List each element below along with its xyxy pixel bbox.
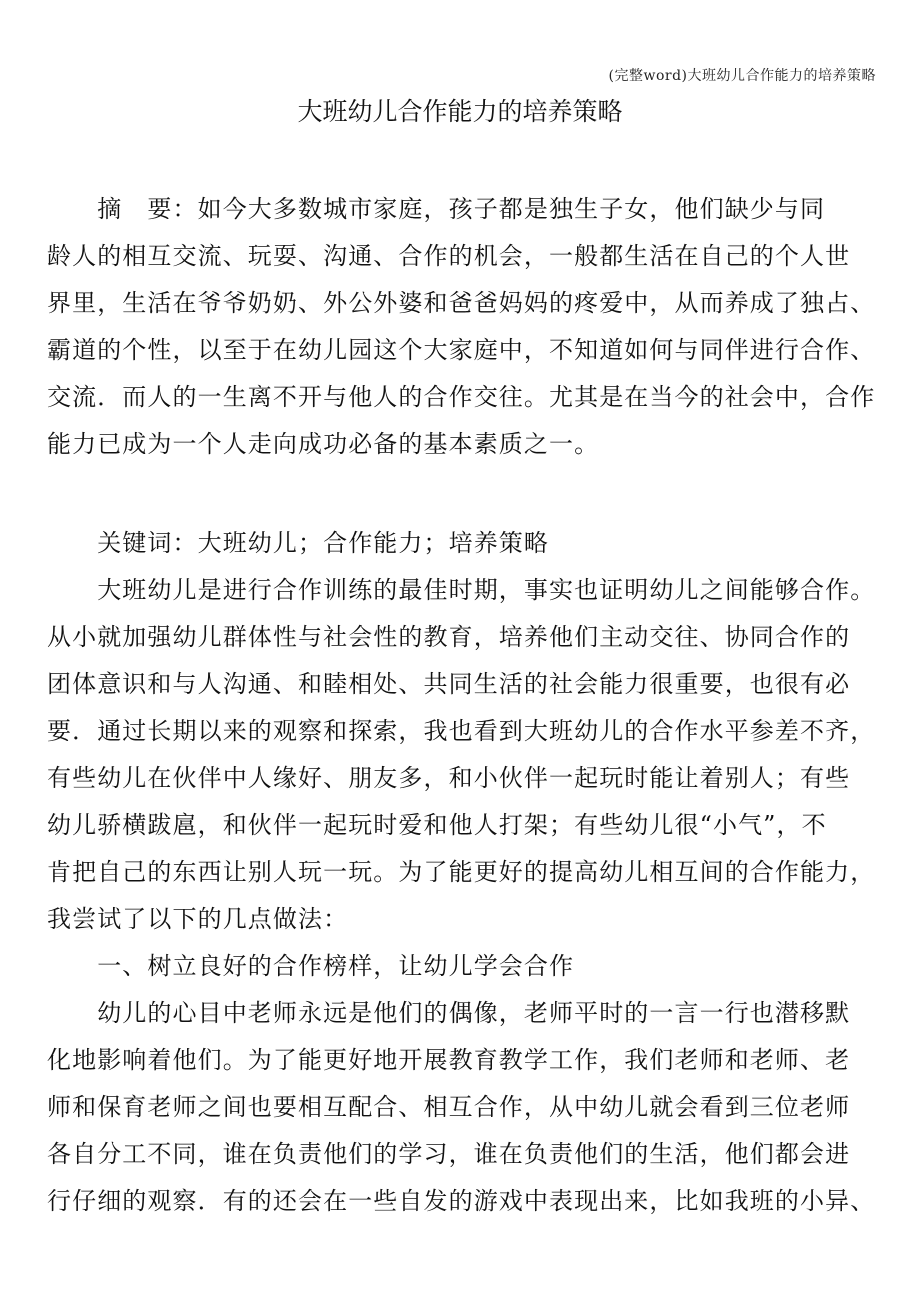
abstract-line: 交流．而人的一生离不开与他人的合作交往。尤其是在当今的社会中，合作 — [47, 383, 876, 411]
document-title: 大班幼儿合作能力的培养策略 — [297, 97, 623, 126]
body-line: 要．通过长期以来的观察和探索，我也看到大班幼儿的合作水平参差不齐， — [47, 717, 876, 745]
abstract-line: 界里，生活在爷爷奶奶、外公外婆和爸爸妈妈的疼爱中，从而养成了独占、 — [47, 289, 876, 317]
running-header: (完整word)大班幼儿合作能力的培养策略 — [608, 68, 876, 84]
abstract-line: 龄人的相互交流、玩耍、沟通、合作的机会，一般都生活在自己的个人世 — [47, 242, 851, 270]
body-line: 幼儿的心目中老师永远是他们的偶像，老师平时的一言一行也潜移默 — [47, 999, 851, 1027]
body-line: 行仔细的观察．有的还会在一些自发的游戏中表现出来，比如我班的小异、 — [47, 1187, 876, 1215]
keywords-line: 关键词：大班幼儿；合作能力；培养策略 — [47, 529, 549, 557]
body-line: 化地影响着他们。为了能更好地开展教育教学工作，我们老师和老师、老 — [47, 1046, 851, 1074]
body-line: 从小就加强幼儿群体性与社会性的教育，培养他们主动交往、协同合作的 — [47, 623, 851, 651]
body-line: 大班幼儿是进行合作训练的最佳时期，事实也证明幼儿之间能够合作。 — [47, 576, 876, 604]
body-line: 各自分工不同，谁在负责他们的学习，谁在负责他们的生活，他们都会进 — [47, 1140, 851, 1168]
body-line: 我尝试了以下的几点做法： — [47, 905, 349, 933]
abstract-line: 摘 要：如今大多数城市家庭，孩子都是独生子女，他们缺少与同 — [47, 195, 826, 223]
body-line: 师和保育老师之间也要相互配合、相互合作，从中幼儿就会看到三位老师 — [47, 1093, 851, 1121]
section-heading: 一、树立良好的合作榜样，让幼儿学会合作 — [47, 952, 575, 980]
body-line: 有些幼儿在伙伴中人缘好、朋友多，和小伙伴一起玩时能让着别人；有些 — [47, 764, 851, 792]
abstract-line: 能力已成为一个人走向成功必备的基本素质之一。 — [47, 430, 600, 458]
body-line: 团体意识和与人沟通、和睦相处、共同生活的社会能力很重要，也很有必 — [47, 670, 851, 698]
abstract-line: 霸道的个性，以至于在幼儿园这个大家庭中，不知道如何与同伴进行合作、 — [47, 336, 876, 364]
body-line: 幼儿骄横跋扈，和伙伴一起玩时爱和他人打架；有些幼儿很“小气”，不 — [47, 811, 827, 839]
body-line: 肯把自己的东西让别人玩一玩。为了能更好的提高幼儿相互间的合作能力， — [47, 858, 876, 886]
